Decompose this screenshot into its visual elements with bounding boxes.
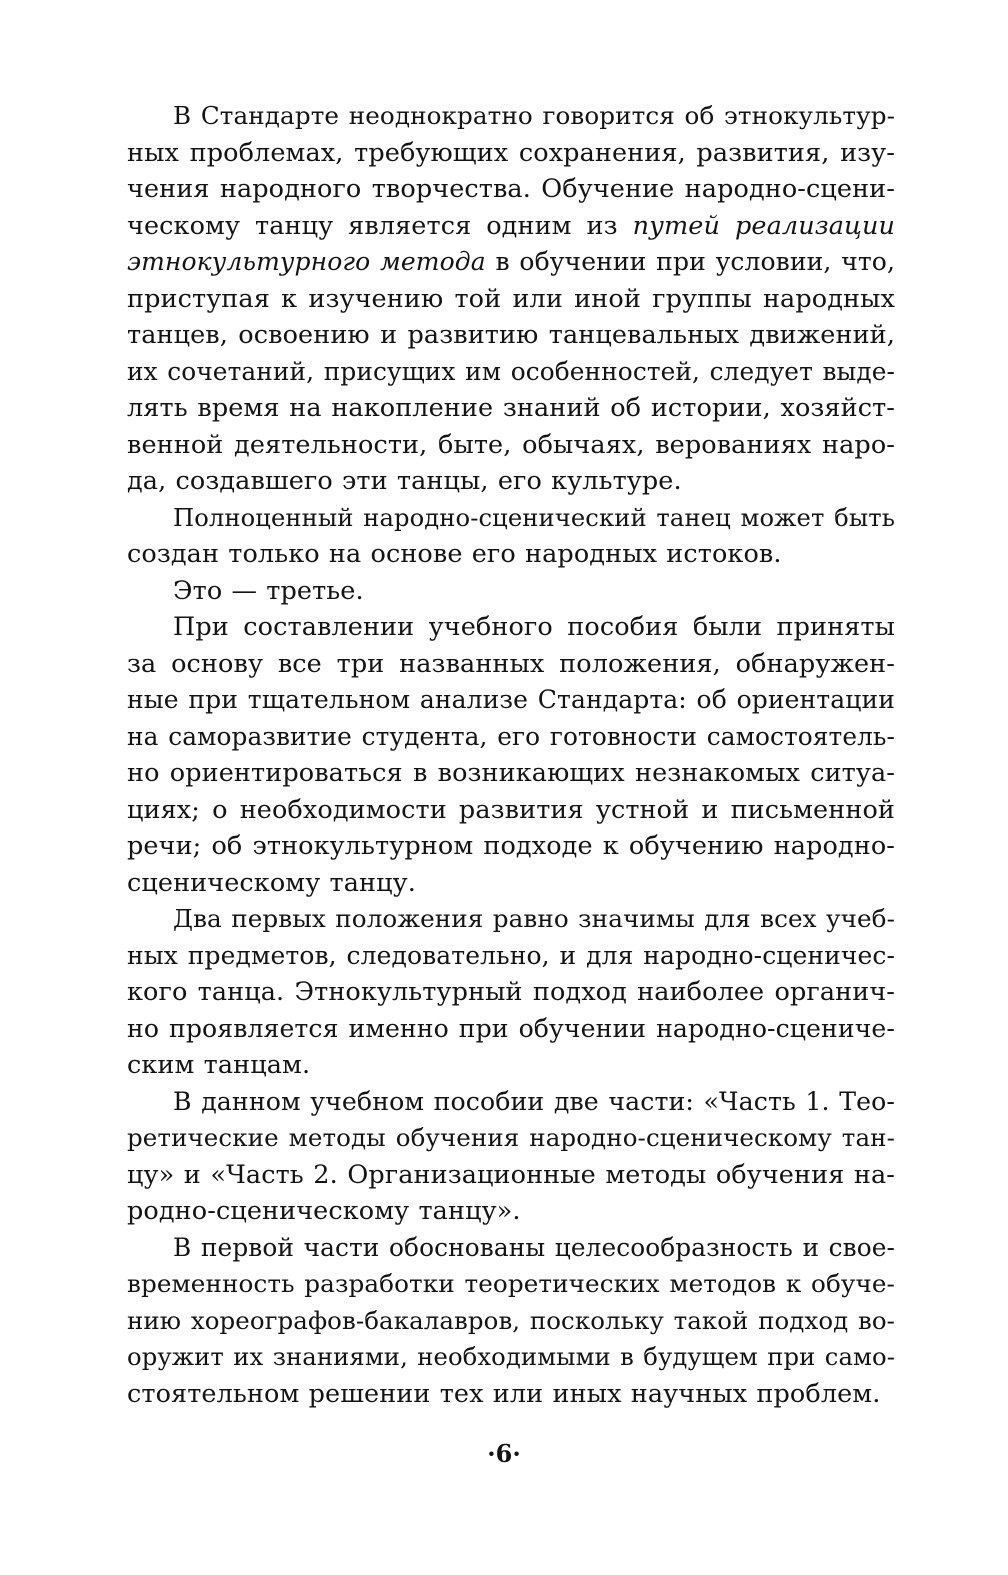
- text-line: чения народного творчества. Обучение народно-сцени-: [127, 174, 895, 204]
- paragraph: [127, 500, 895, 573]
- text-line: стоятельном решении тех или иных научных проблем.: [127, 1378, 881, 1409]
- text-line: Полноценный народно-сценический танец может быть: [173, 503, 895, 532]
- paragraph: [127, 98, 895, 500]
- text-line: В данном учебном пособии две части: «Часть 1. Тео-: [173, 1086, 895, 1116]
- text-line: но проявляется именно при обучении народно-сцениче-: [127, 1013, 895, 1043]
- text-line: оружит их знаниями, необходимыми в будущем при само-: [127, 1342, 895, 1371]
- text-line: создан только на основе его народных истоков.: [127, 539, 782, 569]
- text-line: венной деятельности, быте, обычаях, верованиях наро-: [127, 429, 895, 460]
- text-line: временность разработки теоретических методов к обуче-: [127, 1269, 895, 1298]
- text-line: родно-сценическому танцу».: [127, 1196, 521, 1226]
- text-line: ные при тщательном анализе Стандарта: об ориентации: [127, 685, 895, 714]
- paragraph: [127, 609, 895, 901]
- text-line: лять время на накопление знаний об истории, хозяйст-: [127, 393, 895, 423]
- text-line: цу» и «Часть 2. Организационные методы обучения на-: [127, 1159, 895, 1190]
- text-line: ретические методы обучения народно-сценическому тан-: [127, 1123, 895, 1152]
- text-line: их сочетаний, присущих им особенностей, следует выде-: [127, 356, 895, 386]
- emphasized-phrase: этнокультурного метода: [127, 247, 486, 276]
- text-line: ных предметов, следовательно, и для народно-сценичес-: [127, 940, 895, 970]
- text-line-with-emphasis: [127, 208, 895, 245]
- emphasized-phrase: путей реализации: [632, 210, 895, 241]
- text-fragment: ческому танцу является одним из: [127, 210, 633, 241]
- text-line: При составлении учебного пособия были приняты: [173, 612, 895, 642]
- text-line: сценическому танцу.: [127, 867, 416, 898]
- paragraph: [127, 573, 895, 610]
- text-line: приступая к изучению той или иной группы народных: [127, 283, 895, 314]
- page-number: ·6·: [487, 1439, 521, 1468]
- text-line: ных проблемах, требующих сохранения, развития, изу-: [127, 137, 895, 168]
- paragraph: [127, 1084, 895, 1230]
- text-line: нию хореографов-бакалавров, поскольку такой подход во-: [127, 1305, 895, 1335]
- text-line: Два первых положения равно значимы для всех учеб-: [173, 904, 895, 933]
- text-line: циях; о необходимости развития устной и письменной: [127, 794, 895, 825]
- text-line: речи; об этнокультурном подходе к обучению народно-: [127, 831, 895, 861]
- text-line: за основу все три названных положения, обнаружен-: [127, 648, 895, 679]
- paragraph: [127, 1230, 895, 1413]
- text-line: В первой части обоснованы целесообразность и свое-: [173, 1232, 895, 1262]
- text-line: танцев, освоению и развитию танцевальных движений,: [127, 320, 895, 350]
- text-line-with-emphasis: [127, 244, 895, 281]
- text-line: кого танца. Этнокультурный подход наиболее органич-: [127, 977, 895, 1007]
- body-text: [127, 98, 895, 1412]
- text-line: ским танцам.: [127, 1050, 311, 1080]
- text-line: Это — третье.: [173, 575, 364, 606]
- text-line: на саморазвитие студента, его готовности самостоятель-: [127, 721, 895, 751]
- text-line: В Стандарте неоднократно говорится об этнокультур-: [173, 101, 895, 130]
- paragraph: [127, 901, 895, 1084]
- text-line: но ориентироваться в возникающих незнакомых ситуа-: [127, 758, 895, 788]
- text-fragment: в обучении при условии, что,: [485, 247, 896, 276]
- text-line: да, создавшего эти танцы, его культуре.: [127, 466, 682, 496]
